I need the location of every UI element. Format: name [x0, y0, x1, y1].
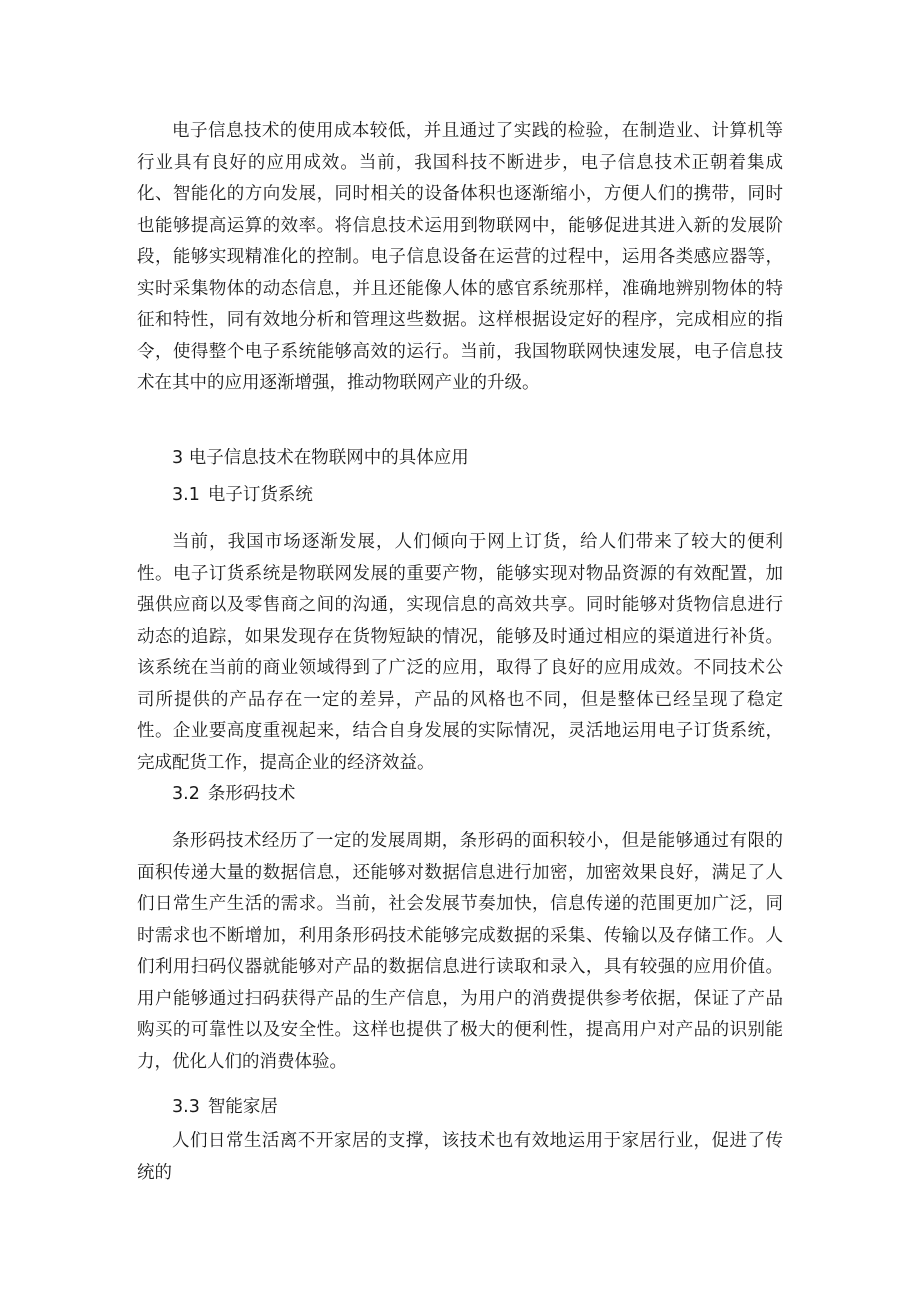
subsection-title: 智能家居	[207, 1097, 278, 1117]
subsection-title: 条形码技术	[207, 784, 296, 804]
subsection-number: 3.1	[172, 485, 200, 505]
subsection-heading-3-1	[172, 480, 313, 512]
subsection-heading-3-2	[172, 779, 295, 811]
subsection-heading-3-3	[172, 1092, 278, 1124]
subsection-title: 电子订货系统	[207, 485, 313, 505]
section-heading-3: 3 电子信息技术在物联网中的具体应用	[172, 448, 469, 468]
paragraph-smart-home: 人们日常生活离不开家居的支撑，该技术也有效地运用于家居行业，促进了传统的	[137, 1131, 783, 1183]
paragraph-ordering-system: 当前，我国市场逐渐发展，人们倾向于网上订货，给人们带来了较大的便利性。电子订货系统是物联网发展的重要产物，能够实现对物品资源的有效配置，加强供应商以及零售商之间的沟通，实现信息的高效共享。同时能够对货物信息进行动态的追踪，如果发现存在货物短缺的情况，能够及时通过相应的渠道进行补货。该系统在当前的商业领域得到了广泛的应用，取得了良好的应用成效。不同技术公司所提供的产品存在一定的差异，产品的风格也不同，但是整体已经呈现了稳定性。企业要高度重视起来，结合自身发展的实际情况，灵活地运用电子订货系统，完成配货工作，提高企业的经济效益。	[137, 532, 783, 773]
paragraph-intro: 电子信息技术的使用成本较低，并且通过了实践的检验，在制造业、计算机等行业具有良好的应用成效。当前，我国科技不断进步，电子信息技术正朝着集成化、智能化的方向发展，同时相关的设备体积也逐渐缩小，方便人们的携带，同时也能够提高运算的效率。将信息技术运用到物联网中，能够促进其进入新的发展阶段，能够实现精准化的控制。电子信息设备在运营的过程中，运用各类感应器等，实时采集物体的动态信息，并且还能像人体的感官系统那样，准确地辨别物体的特征和特性，同有效地分析和管理这些数据。这样根据设定好的程序，完成相应的指令，使得整个电子系统能够高效的运行。当前，我国物联网快速发展，电子信息技术在其中的应用逐渐增强，推动物联网产业的升级。	[137, 121, 783, 393]
subsection-number: 3.2	[172, 784, 200, 804]
subsection-number: 3.3	[172, 1097, 200, 1117]
paragraph-barcode: 条形码技术经历了一定的发展周期，条形码的面积较小，但是能够通过有限的面积传递大量的数据信息，还能够对数据信息进行加密，加密效果良好，满足了人们日常生产生活的需求。当前，社会发展节奏加快，信息传递的范围更加广泛，同时需求也不断增加，利用条形码技术能够完成数据的采集、传输以及存储工作。人们利用扫码仪器就能够对产品的数据信息进行读取和录入，具有较强的应用价值。用户能够通过扫码获得产品的生产信息，为用户的消费提供参考依据，保证了产品购买的可靠性以及安全性。这样也提供了极大的便利性，提高用户对产品的识别能力，优化人们的消费体验。	[137, 831, 783, 1072]
